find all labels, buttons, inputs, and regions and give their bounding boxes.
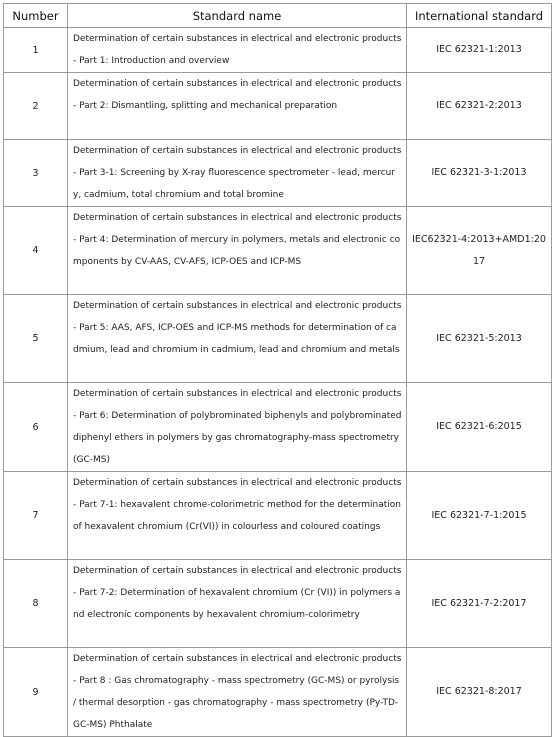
table-row [4, 472, 552, 560]
row-international-standard: IEC 62321-1:2013 [407, 28, 552, 73]
row-number: 8 [4, 560, 68, 648]
row-international-standard: IEC 62321-6:2015 [407, 383, 552, 472]
table-row [4, 140, 552, 207]
row-number: 6 [4, 383, 68, 472]
table-row [4, 295, 552, 383]
row-standard-name: Determination of certain substances in electrical and electronic products - Part 3-1: Screening by X-ray fluorescence spectrometer - lead, mercury, cadmium, total chromium and total bromine [68, 140, 407, 207]
row-number: 2 [4, 73, 68, 140]
table-row [4, 383, 552, 472]
row-international-standard: IEC 62321-7-1:2015 [407, 472, 552, 560]
row-standard-name: Determination of certain substances in electrical and electronic products - Part 2: Dismantling, splitting and mechanical preparation [68, 73, 407, 140]
row-standard-name: Determination of certain substances in electrical and electronic products - Part 6: Determination of polybrominated biphenyls and polybrominated diphenyl ethers in polymers by gas chromatography-mass spectrometry (GC-MS) [68, 383, 407, 472]
row-standard-name: Determination of certain substances in electrical and electronic products - Part 4: Determination of mercury in polymers, metals and electronic components by CV-AAS, CV-AFS, ICP-OES and ICP-MS [68, 207, 407, 295]
row-standard-name: Determination of certain substances in electrical and electronic products - Part 8 : Gas chromatography - mass spectrometry (GC-MS) or pyrolysis / thermal desorption - gas chromatography - mass spectrometry (Py-TD-GC-MS) Phthalate [68, 648, 407, 737]
header-international-standard: International standard [407, 4, 552, 28]
row-standard-name: Determination of certain substances in electrical and electronic products - Part 5: AAS, AFS, ICP-OES and ICP-MS methods for determination of cadmium, lead and chromium in cadmium, lead and chromium and metals [68, 295, 407, 383]
standards-table [3, 3, 552, 737]
row-number: 3 [4, 140, 68, 207]
row-international-standard: IEC 62321-5:2013 [407, 295, 552, 383]
row-standard-name: Determination of certain substances in electrical and electronic products - Part 7-1: hexavalent chrome-colorimetric method for the determination of hexavalent chromium (Cr(VI)) in colourless and coloured coatings [68, 472, 407, 560]
row-international-standard: IEC 62321-3-1:2013 [407, 140, 552, 207]
table-row [4, 648, 552, 737]
table-header-row [4, 4, 552, 28]
table-row [4, 560, 552, 648]
row-number: 7 [4, 472, 68, 560]
row-standard-name: Determination of certain substances in electrical and electronic products - Part 7-2: Determination of hexavalent chromium (Cr (VI)) in polymers and electronic components by hexavalent chromium-colorimetry [68, 560, 407, 648]
standards-table-container [3, 3, 552, 737]
row-number: 5 [4, 295, 68, 383]
table-row [4, 73, 552, 140]
table-row [4, 207, 552, 295]
row-international-standard: IEC 62321-8:2017 [407, 648, 552, 737]
row-international-standard: IEC62321-4:2013+AMD1:2017 [407, 207, 552, 295]
row-number: 4 [4, 207, 68, 295]
row-number: 1 [4, 28, 68, 73]
row-number: 9 [4, 648, 68, 737]
table-row [4, 28, 552, 73]
row-international-standard: IEC 62321-2:2013 [407, 73, 552, 140]
row-international-standard: IEC 62321-7-2:2017 [407, 560, 552, 648]
header-number: Number [4, 4, 68, 28]
row-standard-name: Determination of certain substances in electrical and electronic products - Part 1: Introduction and overview [68, 28, 407, 73]
header-standard-name: Standard name [68, 4, 407, 28]
